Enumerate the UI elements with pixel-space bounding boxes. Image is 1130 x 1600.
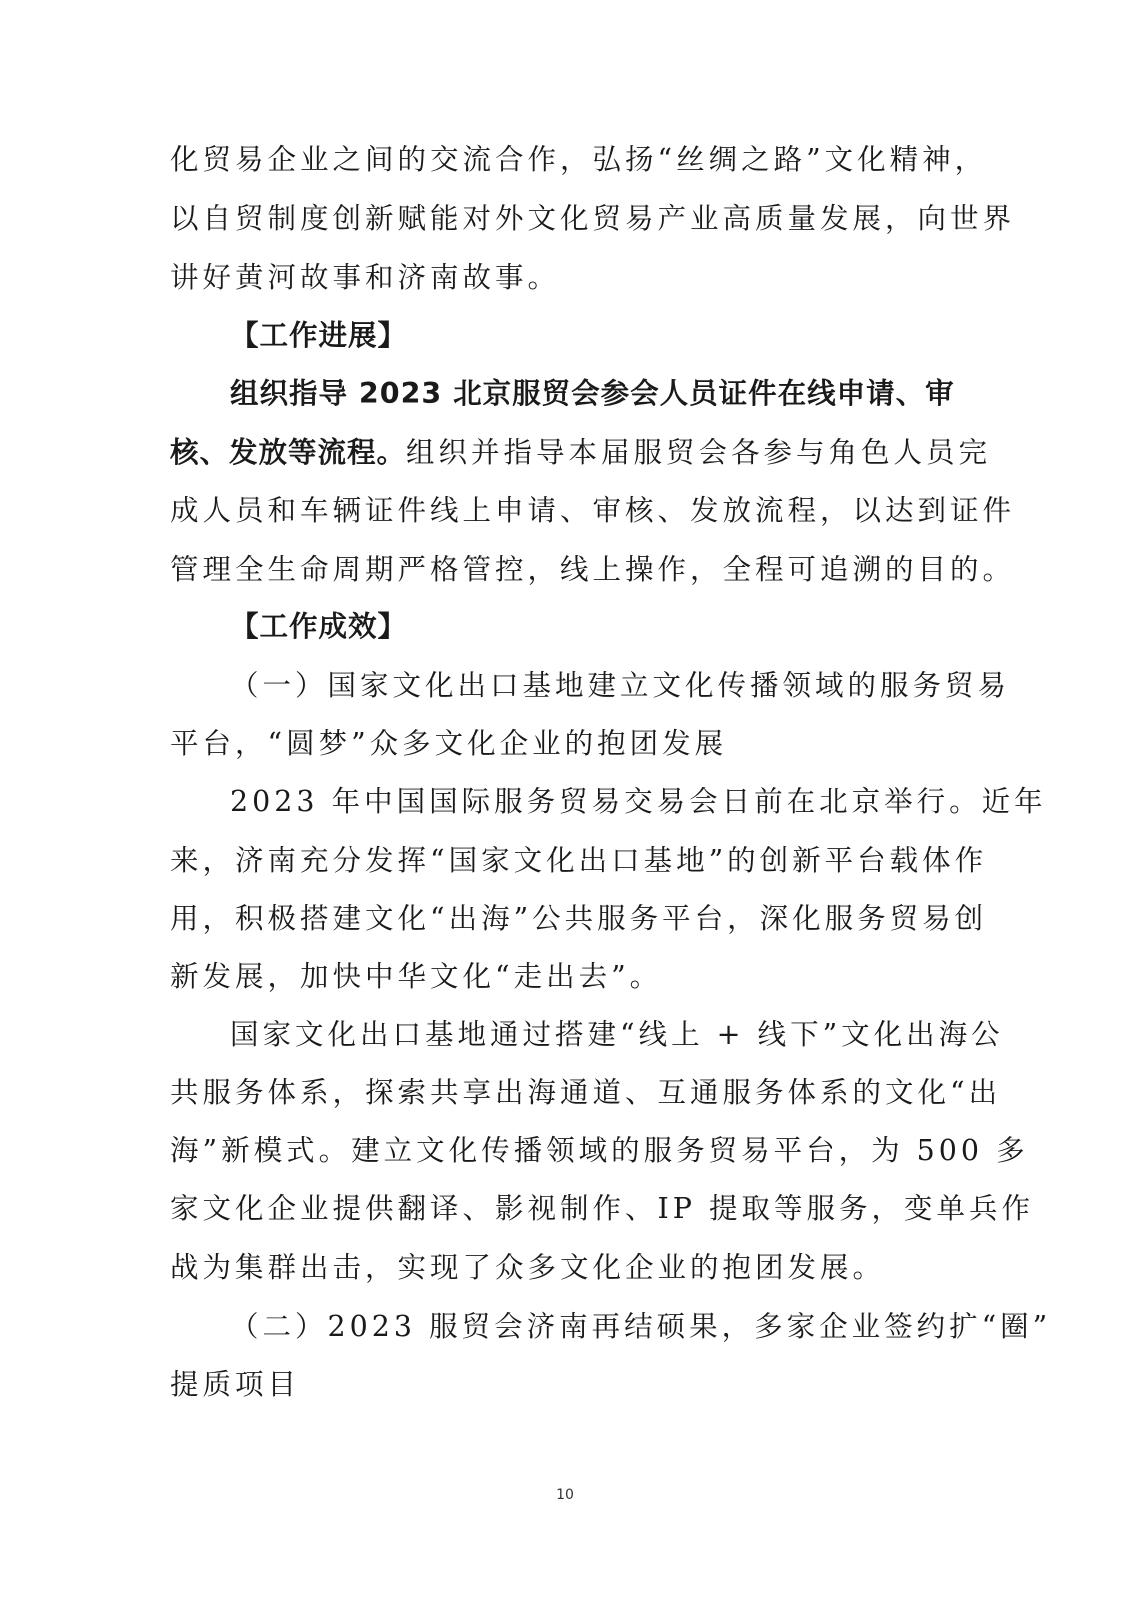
body-text-line: 讲好黄河故事和济南故事。 xyxy=(170,261,561,294)
body-text-line: 家文化企业提供翻译、影视制作、IP 提取等服务，变单兵作 xyxy=(170,1192,1034,1225)
body-text-line: 海”新模式。建立文化传播领域的服务贸易平台，为 500 多 xyxy=(170,1134,1029,1167)
body-text-line: 以自贸制度创新赋能对外文化贸易产业高质量发展，向世界 xyxy=(170,202,1016,235)
body-text-line xyxy=(170,431,992,475)
bold-lead-line: 组织指导 2023 北京服贸会参会人员证件在线申请、审 xyxy=(230,377,955,410)
body-text-line: 管理全生命周期严格管控，线上操作，全程可追溯的目的。 xyxy=(170,553,1016,586)
body-text-line: 战为集群出击，实现了众多文化企业的抱团发展。 xyxy=(170,1251,886,1284)
page-number: 10 xyxy=(556,1487,574,1503)
section-heading-progress: 【工作进展】 xyxy=(230,319,408,352)
body-text: 组织并指导本届服贸会各参与角色人员完 xyxy=(406,436,992,469)
body-text-line: 用，积极搭建文化“出海”公共服务平台，深化服务贸易创 xyxy=(170,902,988,935)
bold-lead-text: 核、发放等流程。 xyxy=(170,436,407,469)
body-text-line: 2023 年中国国际服务贸易交易会日前在北京举行。近年 xyxy=(230,785,1047,818)
subheading-line: 平台，“圆梦”众多文化企业的抱团发展 xyxy=(170,727,728,760)
body-text-line: 成人员和车辆证件线上申请、审核、发放流程，以达到证件 xyxy=(170,494,1016,527)
subheading-line: （二）2023 服贸会济南再结硕果，多家企业签约扩“圈” xyxy=(230,1310,1052,1343)
subheading-line: 提质项目 xyxy=(170,1368,301,1401)
body-text-line: 新发展，加快中华文化“走出去”。 xyxy=(170,960,663,993)
body-text-line: 来，济南充分发挥“国家文化出口基地”的创新平台载体作 xyxy=(170,844,988,877)
section-heading-results: 【工作成效】 xyxy=(230,610,408,643)
body-text-line: 共服务体系，探索共享出海通道、互通服务体系的文化“出 xyxy=(170,1076,1002,1109)
body-text-line: 化贸易企业之间的交流合作，弘扬“丝绸之路”文化精神， xyxy=(170,143,988,176)
body-text-line: 国家文化出口基地通过搭建“线上 + 线下”文化出海公 xyxy=(230,1018,1004,1051)
subheading-line: （一）国家文化出口基地建立文化传播领域的服务贸易 xyxy=(230,669,1011,702)
